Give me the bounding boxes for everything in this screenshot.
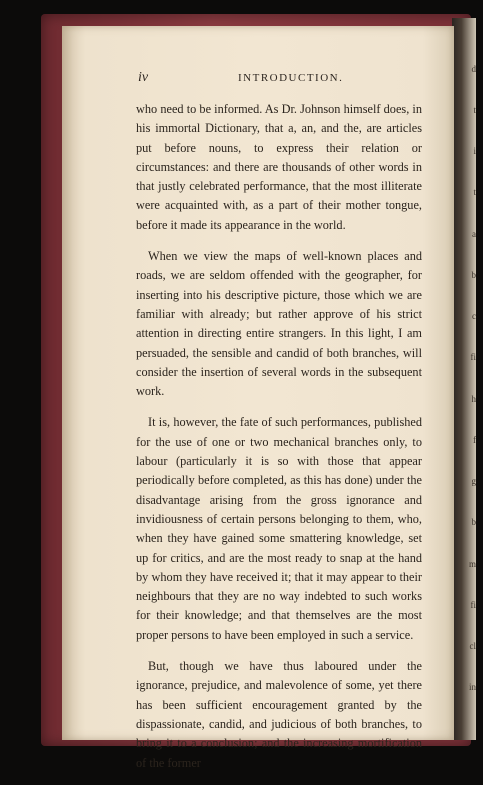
edge-letter: g [471,476,476,487]
edge-letter: b [471,517,476,528]
paragraph: who need to be informed. As Dr. Johnson himself does, in his immortal Dictionary, that a, an, and the, are articles put before nouns, to express their relation or circumstances: and there are thousands of other words in that justly celebrated performance, that the most illiterate were acquainted with, as a part of their mother tongue, before it made its appearance in the world. [136,102,422,232]
page-header [138,70,448,92]
edge-letter: cl [469,641,476,652]
edge-letter: fi [470,599,476,610]
edge-letter: m [468,558,476,569]
edge-letter: a [472,228,476,239]
paragraph: It is, however, the fate of such performances, published for the use of one or two mechanical branches only, to labour (particularly it is so with those that appear periodically before completed, as this has done) under the disadvantage arising from the gross ignorance and invidiousness of certain persons belonging to them, who, when they have gained some smattering knowledge, set up for critics, and are the most ready to snap at the hand by whom they have received it; that it may appear to their neighbours that they are no way indebted to such works for their knowledge; and that themselves are the most proper persons to have been employed in such a service. [136,415,422,642]
edge-letter: b [471,269,476,280]
edge-letter: t [473,187,476,198]
paragraph: But, though we have thus laboured under the ignorance, prejudice, and malevolence of some, yet there has been sufficient encouragement granted by the dispassionate, candid, and judicious of both branches, to bring it to a conclusion; and the increasing mortification of the former [136,659,422,770]
edge-letter: c [472,311,476,322]
paragraph: When we view the maps of well-known places and roads, we are seldom offended with the geographer, for inserting into his descriptive picture, those which we are familiar with already; but rather approve of his strict attention in directing entire strangers. In this light, I am persuaded, the sensible and candid of both branches, will consider the insertion of several words in the subsequent work. [136,249,422,399]
edge-letter: h [471,393,476,404]
edge-letter: i [473,146,476,157]
page-body [136,100,422,785]
edge-letter: in [468,682,476,693]
page-edges [452,18,476,740]
edge-letter: t [473,104,476,115]
running-head: INTRODUCTION. [238,72,344,84]
edge-letter: d [471,63,476,74]
edge-letter: fi [470,352,476,363]
page-number: iv [138,70,149,85]
facing-page-letters [466,48,476,708]
edge-letter: f [473,434,476,445]
